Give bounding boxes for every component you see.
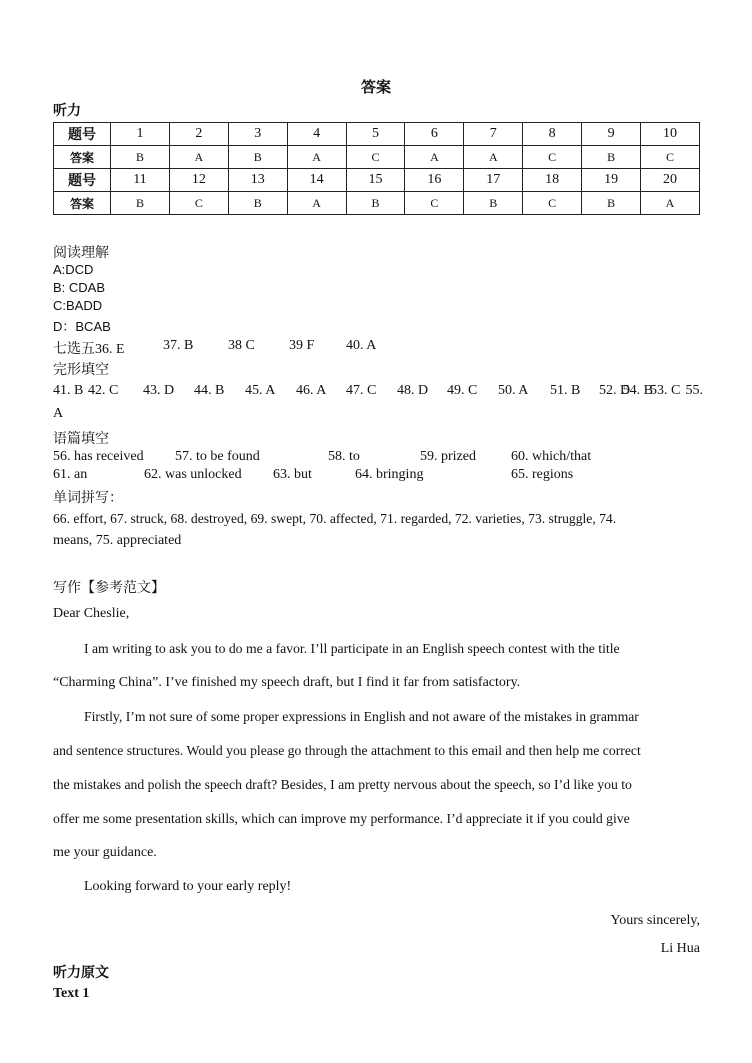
answer-table-row [54,192,700,215]
cloze-item: 47. C [346,383,377,398]
answer-cell: A [641,192,700,215]
seven-item: 39 F [289,338,315,353]
cloze-answers [53,383,703,401]
listening-heading: 听力 [53,104,81,119]
transcript-text-1: Text 1 [53,986,90,1001]
spelling-line-1: 66. effort, 67. struck, 68. destroyed, 69. swept, 70. affected, 71. regarded, 72. varieties, 73. struggle, 74. [53,511,617,526]
question-number-cell: 1 [111,123,170,146]
question-number-cell: 8 [523,123,582,146]
letter-paragraph-2-line-4: offer me some presentation skills, which can improve my performance. I’d appreciate it if you could give [53,811,630,826]
answer-cell: C [405,192,464,215]
cloze-item: 48. D [397,383,429,398]
question-number-cell: 7 [464,123,523,146]
answer-table-row-label: 题号 [54,169,111,192]
cloze-item: 52. D [599,383,631,398]
letter-paragraph-2-line-1: Firstly, I’m not sure of some proper expressions in English and not aware of the mistakes in grammar [84,709,639,724]
grammar-row-2 [53,467,703,485]
answer-cell: C [523,146,582,169]
cloze-item: 51. B [550,383,581,398]
letter-paragraph-1-line-1: I am writing to ask you to do me a favor. I’ll participate in an English speech contest with the title [84,641,620,656]
cloze-item: 50. A [498,383,529,398]
reading-c: C:BADD [53,298,103,313]
grammar-item: 57. to be found [175,449,260,464]
letter-paragraph-2-line-3: the mistakes and polish the speech draft? Besides, I am pretty nervous about the speech, so I’d like you to [53,777,632,792]
answer-table-row [54,169,700,192]
answer-cell: B [464,192,523,215]
grammar-item: 65. regions [511,467,574,482]
question-number-cell: 18 [523,169,582,192]
answer-cell: B [111,192,170,215]
question-number-cell: 12 [169,169,228,192]
cloze-item: 43. D [143,383,175,398]
spelling-line-2: means, 75. appreciated [53,533,182,548]
answer-cell: A [464,146,523,169]
grammar-item: 56. has received [53,449,144,464]
question-number-cell: 20 [641,169,700,192]
question-number-cell: 6 [405,123,464,146]
grammar-item: 63. but [273,467,312,482]
seven-item: 36. E [95,342,125,357]
grammar-item: 61. an [53,467,88,482]
reading-d: D：BCAB [53,319,111,334]
answer-cell: B [228,192,287,215]
question-number-cell: 5 [346,123,405,146]
grammar-item: 60. which/that [511,449,592,464]
letter-signature: Li Hua [660,941,700,956]
transcript-heading: 听力原文 [53,966,109,981]
question-number-cell: 10 [641,123,700,146]
cloze-item: 54. B [622,383,653,398]
answer-cell: C [346,146,405,169]
question-number-cell: 15 [346,169,405,192]
cloze-wrap: A [53,406,64,421]
letter-closing: Yours sincerely, [610,913,700,928]
answer-cell: B [111,146,170,169]
seven-label: 七选五 [53,342,95,357]
answer-cell: B [582,146,641,169]
cloze-item: 46. A [296,383,327,398]
cloze-item: 41. B [53,383,84,398]
answer-cell: B [228,146,287,169]
reading-heading: 阅读理解 [53,246,109,261]
letter-paragraph-2-line-2: and sentence structures. Would you please go through the attachment to this email and then help me correct [53,743,641,758]
question-number-cell: 14 [287,169,346,192]
writing-heading: 写作【参考范文】 [53,581,165,596]
seven-item: 40. A [346,338,377,353]
question-number-cell: 11 [111,169,170,192]
question-number-cell: 17 [464,169,523,192]
cloze-item: 42. C [88,383,119,398]
cloze-heading: 完形填空 [53,363,109,378]
answer-cell: A [287,192,346,215]
answer-table-row-label: 题号 [54,123,111,146]
grammar-item: 64. bringing [355,467,424,482]
cloze-item: 44. B [194,383,225,398]
question-number-cell: 16 [405,169,464,192]
answer-table-row [54,123,700,146]
question-number-cell: 4 [287,123,346,146]
seven-item: 37. B [163,338,194,353]
answer-cell: C [169,192,228,215]
answer-cell: C [523,192,582,215]
question-number-cell: 9 [582,123,641,146]
answer-cell: A [405,146,464,169]
question-number-cell: 19 [582,169,641,192]
cloze-item: 49. C [447,383,478,398]
seven-item: 38 C [228,338,255,353]
reading-a: A:DCD [53,262,94,277]
answer-table-row-label: 答案 [54,146,111,169]
grammar-item: 59. prized [420,449,476,464]
grammar-row-1 [53,449,703,467]
spelling-heading: 单词拼写： [53,491,123,506]
answer-cell: A [287,146,346,169]
letter-paragraph-3: Looking forward to your early reply! [84,879,292,894]
answer-cell: A [169,146,228,169]
cloze-item: 53. C [650,383,681,398]
question-number-cell: 2 [169,123,228,146]
reading-b: B: CDAB [53,280,106,295]
question-number-cell: 3 [228,123,287,146]
seven-choose-five-row [53,338,377,358]
grammar-item: 62. was unlocked [144,467,242,482]
question-number-cell: 13 [228,169,287,192]
grammar-heading: 语篇填空 [53,432,109,447]
letter-paragraph-2-line-5: me your guidance. [53,845,157,860]
grammar-item: 58. to [328,449,360,464]
answer-table-row-label: 答案 [54,192,111,215]
answer-cell: C [641,146,700,169]
page-title: 答案 [360,80,391,96]
cloze-item: 55. [685,383,703,398]
listening-answer-table [53,122,700,215]
answer-cell: B [346,192,405,215]
letter-paragraph-1-line-2: “Charming China”. I’ve finished my speech draft, but I find it far from satisfactory. [53,675,521,690]
answer-cell: B [582,192,641,215]
answer-table-row [54,146,700,169]
letter-greeting: Dear Cheslie, [53,606,130,621]
cloze-item: 45. A [245,383,276,398]
